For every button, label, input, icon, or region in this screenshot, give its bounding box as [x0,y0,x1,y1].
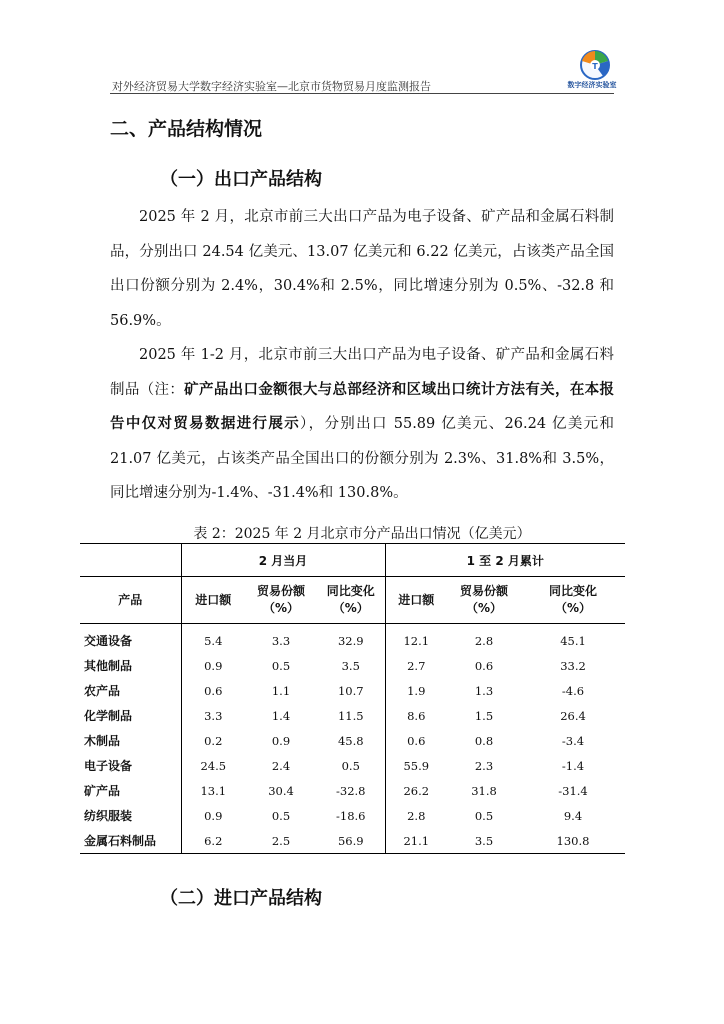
table-row [80,828,625,854]
table-cell-c-yoy: -1.4 [561,758,585,773]
table-row [80,703,625,728]
table-cell-c-yoy: -4.6 [561,683,585,698]
table-cell-m-amt: 0.6 [181,678,245,703]
header-divider [110,93,614,94]
table-cell-name: 化学制品 [84,709,133,723]
table-caption: 表 2：2025 年 2 月北京市分产品出口情况（亿美元） [193,526,531,542]
table-cell-c-share: 1.3 [474,683,494,698]
export-products-table [80,543,625,854]
table-cell-m-amt: 0.2 [181,728,245,753]
table-cell-name: 木制品 [84,734,121,748]
logo-text: 数字经济实验室 [567,81,617,89]
table-cell-name: 电子设备 [84,759,133,773]
col-product: 产品 [80,577,181,624]
subsection-import-title: （二）进口产品结构 [160,888,322,909]
table-cell-c-amt: 26.2 [385,778,447,803]
paragraph-jan-feb-text-2: ），分别出口 55.89 亿美元、26.24 亿美元和 21.07 亿美元，占该类产品全国出口的份额分别为 2.3%、31.8%和 3.5%，同比增速分别为-1.4%、-31.4%和 130.8%。 [110,416,614,501]
col-cum-yoy [521,577,625,624]
col-cum-share-unit: （%） [465,601,503,615]
table-cell-m-amt: 0.9 [181,803,245,828]
table-cell-m-share: 0.5 [271,658,291,673]
table-cell-c-amt: 21.1 [385,828,447,854]
table-row [80,753,625,778]
table-cell-m-share: 0.5 [271,808,291,823]
subsection-export-title: （一）出口产品结构 [160,169,322,190]
col-month-share-unit: （%） [262,601,300,615]
table-row [80,778,625,803]
group-month-header: 2 月当月 [181,544,385,577]
table-cell-m-share: 2.4 [271,758,291,773]
table-cell-c-share: 0.6 [474,658,494,673]
col-month-share [245,577,317,624]
group-cumulative-header: 1 至 2 月累计 [385,544,625,577]
table-cell-name: 纺织服装 [84,809,133,823]
table-row [80,678,625,703]
paragraph-feb: 2025 年 2 月，北京市前三大出口产品为电子设备、矿产品和金属石料制品，分别出口 24.54 亿美元、13.07 亿美元和 6.22 亿美元，占该类产品全国出口份额分别为 2.4%，30.4%和 2.5%，同比增速分别为 0.5%、-32.8 和 56.9%。 [110,209,614,329]
col-month-yoy-unit: （%） [332,601,369,615]
table-cell-c-yoy: 26.4 [560,708,586,723]
table-cell-c-share: 2.3 [474,758,494,773]
table-cell-m-amt: 3.3 [181,703,245,728]
table-cell-c-share: 1.5 [474,708,494,723]
table-cell-c-yoy: 33.2 [560,658,586,673]
table-row [80,728,625,753]
table-cell-m-share: 30.4 [268,783,294,798]
table-cell-c-amt: 2.8 [385,803,447,828]
table-cell-m-yoy: 3.5 [341,658,360,673]
group-blank [80,544,181,577]
table-cell-name: 其他制品 [84,659,133,673]
table-cell-c-amt: 0.6 [385,728,447,753]
table-row [80,653,625,678]
table-cell-m-yoy: 56.9 [317,828,385,854]
col-month-yoy [317,577,385,624]
table-cell-c-amt: 8.6 [385,703,447,728]
table-cell-c-amt: 1.9 [385,678,447,703]
table-cell-m-yoy: -32.8 [336,783,366,798]
table-cell-m-yoy: 45.8 [337,733,364,748]
col-cum-amount: 进口额 [385,577,447,624]
table-cell-c-yoy: -3.4 [561,733,585,748]
table-cell-m-yoy: -18.6 [336,808,366,823]
table-cell-name: 矿产品 [84,784,121,798]
table-cell-m-yoy: 0.5 [341,758,360,773]
table-cell-m-share: 0.9 [271,733,291,748]
table-cell-c-yoy: -31.4 [558,783,588,798]
table-cell-m-yoy: 10.7 [337,683,364,698]
table-cell-m-share: 1.1 [271,683,291,698]
table-cell-c-amt: 12.1 [385,624,447,654]
table-row [80,803,625,828]
table-cell-c-share: 31.8 [471,783,497,798]
table-cell-m-yoy: 32.9 [337,633,364,648]
table-body [80,624,625,854]
section-title: 二、产品结构情况 [110,118,263,140]
paragraph-jan-feb-note: 矿产品出口金额很大与总部经济和区域出口统计方法有关，在本报告中仅对贸易数据进行展示 [110,381,615,432]
col-month-amount: 进口额 [181,577,245,624]
paragraph-jan-feb-text-1: 2025 年 1-2 月，北京市前三大出口产品为电子设备、矿产品和金属石料制品（注： [110,347,614,398]
table-cell-c-share: 3.5 [447,828,521,854]
paragraph-jan-feb [110,338,614,511]
table-cell-c-amt: 2.7 [385,653,447,678]
table-cell-c-yoy: 9.4 [563,808,583,823]
table-cell-m-amt: 13.1 [181,778,245,803]
table-row [80,624,625,654]
table-cell-m-share: 2.5 [245,828,317,854]
table-cell-name: 金属石料制品 [80,828,181,854]
table-group-header [80,544,625,577]
col-cum-yoy-unit: （%） [554,601,592,615]
table-cell-c-amt: 55.9 [385,753,447,778]
col-month-share-label: 贸易份额 [256,584,305,598]
table-cell-c-yoy: 45.1 [560,633,586,648]
table-cell-m-amt: 24.5 [181,753,245,778]
table-cell-m-share: 1.4 [271,708,291,723]
col-month-yoy-label: 同比变化 [326,584,375,598]
table-cell-m-amt: 6.2 [181,828,245,854]
table-column-header [80,577,625,624]
table-cell-name: 交通设备 [84,634,133,648]
table-cell-c-share: 2.8 [474,633,494,648]
svg-text:T: T [592,62,598,71]
table-cell-c-share: 0.5 [474,808,494,823]
table-cell-m-yoy: 11.5 [337,708,364,723]
col-cum-share [447,577,521,624]
table-cell-c-share: 0.8 [474,733,494,748]
col-cum-yoy-label: 同比变化 [548,584,597,598]
header-text: 对外经济贸易大学数字经济实验室—北京市货物贸易月度监测报告 [112,80,431,93]
table-cell-m-share: 3.3 [271,633,291,648]
table-cell-name: 农产品 [84,684,121,698]
table-cell-m-amt: 0.9 [181,653,245,678]
col-cum-share-label: 贸易份额 [459,584,508,598]
table-cell-c-yoy: 130.8 [521,828,625,854]
table-cell-m-amt: 5.4 [181,624,245,654]
